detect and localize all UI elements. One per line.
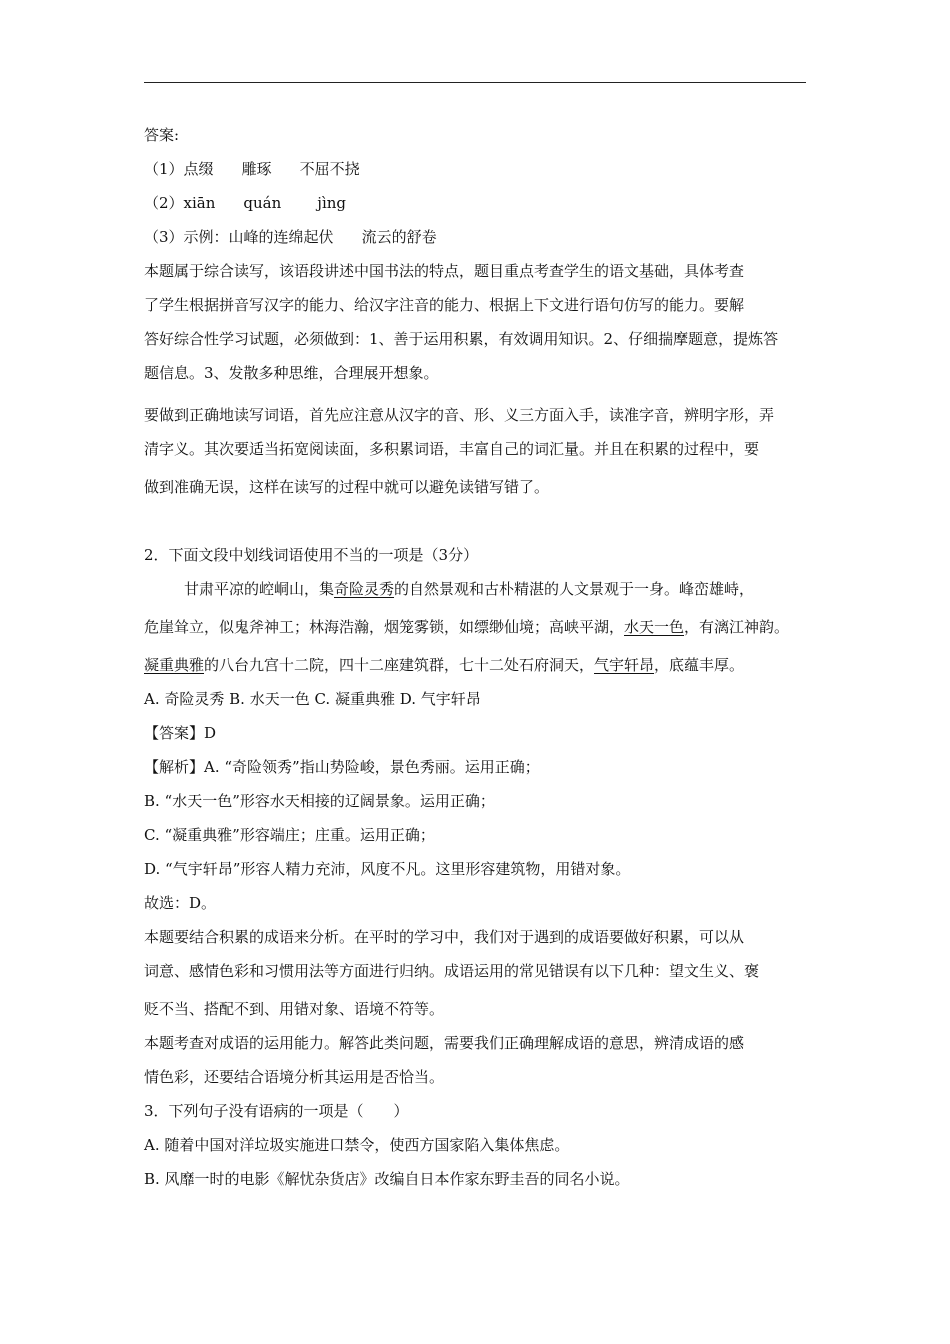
analysis-line: 清字义。其次要适当拓宽阅读面，多积累词语，丰富自己的词汇量。并且在积累的过程中，要 bbox=[144, 440, 760, 458]
answer-part-3: （3）示例：山峰的连绵起伏 流云的舒卷 bbox=[144, 228, 437, 246]
answer-part-2: （2）xiān quán jìng bbox=[144, 194, 347, 212]
underlined-term: 气宇轩昂 bbox=[594, 656, 655, 674]
analysis-a: 【解析】A. “奇险领秀”指山势险峻，景色秀丽。运用正确； bbox=[144, 758, 540, 776]
question-3: 3．下列句子没有语病的一项是（ ） bbox=[144, 1102, 409, 1120]
underlined-term: 奇险灵秀 bbox=[334, 580, 395, 598]
passage-line: 甘肃平凉的崆峒山，集奇险灵秀的自然景观和古朴精湛的人文景观于一身。峰峦雄峙， bbox=[184, 580, 755, 598]
question-3-option-a: A. 随着中国对洋垃圾实施进口禁令，使西方国家陷入集体焦虑。 bbox=[144, 1136, 570, 1154]
underlined-term: 凝重典雅 bbox=[144, 656, 205, 674]
notes-line: 贬不当、搭配不到、用错对象、语境不符等。 bbox=[144, 1000, 445, 1018]
notes-line: 本题考查对成语的运用能力。解答此类问题，需要我们正确理解成语的意思，辨清成语的感 bbox=[144, 1034, 745, 1052]
analysis-line: 本题属于综合读写，该语段讲述中国书法的特点，题目重点考查学生的语文基础，具体考查 bbox=[144, 262, 745, 280]
analysis-line: 要做到正确地读写词语，首先应注意从汉字的音、形、义三方面入手，读准字音，辨明字形，弄 bbox=[144, 406, 775, 424]
analysis-line: 答好综合性学习试题，必须做到：1、善于运用积累，有效调用知识。2、仔细揣摩题意，提炼答 bbox=[144, 330, 779, 348]
analysis-line: 做到准确无误，这样在读写的过程中就可以避免读错写错了。 bbox=[144, 478, 550, 496]
header-rule bbox=[144, 82, 806, 83]
answer-line: 【答案】D bbox=[144, 724, 217, 742]
notes-line: 词意、感情色彩和习惯用法等方面进行归纳。成语运用的常见错误有以下几种：望文生义、褒 bbox=[144, 962, 760, 980]
question-2-options: A. 奇险灵秀 B. 水天一色 C. 凝重典雅 D. 气宇轩昂 bbox=[144, 690, 481, 708]
passage-line: 凝重典雅的八台九宫十二院，四十二座建筑群，七十二处石府洞天，气宇轩昂，底蕴丰厚。 bbox=[144, 656, 745, 674]
notes-line: 本题要结合积累的成语来分析。在平时的学习中，我们对于遇到的成语要做好积累，可以从 bbox=[144, 928, 745, 946]
answer-heading: 答案: bbox=[144, 126, 180, 144]
answer-part-1: （1）点缀 雕琢 不屈不挠 bbox=[144, 160, 360, 178]
analysis-line: 了学生根据拼音写汉字的能力、给汉字注音的能力、根据上下文进行语句仿写的能力。要解 bbox=[144, 296, 745, 314]
question-2: 2．下面文段中划线词语使用不当的一项是（3分） bbox=[144, 546, 479, 564]
question-3-option-b: B. 风靡一时的电影《解忧杂货店》改编自日本作家东野圭吾的同名小说。 bbox=[144, 1170, 630, 1188]
choice-line: 故选：D。 bbox=[144, 894, 217, 912]
passage-line: 危崖耸立，似鬼斧神工；林海浩瀚，烟笼雾锁，如缥缈仙境；高峡平湖，水天一色，有漓江神韵。 bbox=[144, 618, 790, 636]
analysis-line: 题信息。3、发散多种思维，合理展开想象。 bbox=[144, 364, 439, 382]
underlined-term: 水天一色 bbox=[624, 618, 685, 636]
notes-line: 情色彩，还要结合语境分析其运用是否恰当。 bbox=[144, 1068, 445, 1086]
analysis-d: D. “气宇轩昂”形容人精力充沛，风度不凡。这里形容建筑物，用错对象。 bbox=[144, 860, 631, 878]
analysis-b: B. “水天一色”形容水天相接的辽阔景象。运用正确； bbox=[144, 792, 495, 810]
analysis-c: C. “凝重典雅”形容端庄；庄重。运用正确； bbox=[144, 826, 435, 844]
